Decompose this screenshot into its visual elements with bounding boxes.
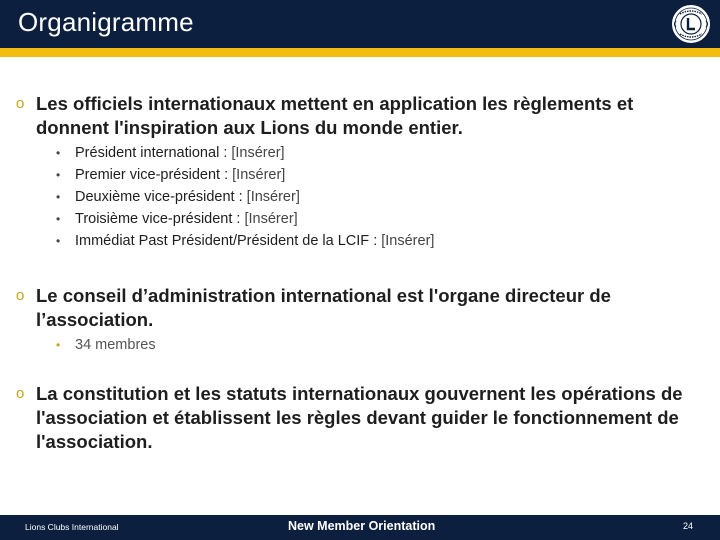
list-item (56, 334, 676, 356)
main-point-text: La constitution et les statuts internationaux gouvernent les opérations de l'association et établissent les règles devant guider le fonctionnement de l'association. (36, 383, 683, 452)
main-point-text: Le conseil d’administration international est l'organe directeur de l’association. (36, 285, 611, 330)
footer-center-title: New Member Orientation (288, 519, 436, 533)
sub-bullet: • (56, 190, 61, 204)
officer-name: [Insérer] (244, 211, 298, 227)
officer-name: [Insérer] (231, 145, 285, 161)
officer-name: [Insérer] (246, 189, 300, 205)
main-point-text: Les officiels internationaux mettent en application les règlements et donnent l'inspiration aux Lions du monde entier. (36, 93, 634, 138)
list-item (56, 164, 676, 186)
list-item (56, 208, 676, 230)
officer-role: Président international : (75, 145, 232, 161)
list-item (56, 142, 676, 164)
bullet-marker: o (16, 287, 25, 304)
page-number: 24 (682, 521, 693, 531)
officers-list (56, 142, 676, 252)
officer-name: [Insérer] (232, 167, 286, 183)
main-point-2 (16, 284, 686, 332)
sub-bullet: • (56, 212, 61, 226)
footer-org: Lions Clubs International (25, 522, 119, 532)
officer-role: Troisième vice-président : (75, 211, 245, 227)
list-item (56, 230, 676, 252)
slide-footer (0, 515, 720, 540)
slide-header (0, 0, 720, 48)
sub-bullet: • (56, 146, 61, 160)
sub-bullet: • (56, 234, 61, 248)
main-point-1 (16, 92, 686, 140)
officer-name: [Insérer] (381, 233, 435, 249)
list-item (56, 186, 676, 208)
slide-title: Organigramme (18, 7, 194, 37)
bullet-marker: o (16, 385, 25, 402)
officer-role: Immédiat Past Président/Président de la LCIF : (75, 233, 382, 249)
header-accent-rule (0, 48, 720, 57)
officer-role: Deuxième vice-président : (75, 189, 247, 205)
sub-bullet: • (56, 168, 61, 182)
board-list (56, 334, 676, 356)
sub-bullet: • (56, 338, 61, 352)
main-point-3 (16, 382, 686, 454)
bullet-marker: o (16, 95, 25, 112)
officer-role: Premier vice-président : (75, 167, 233, 183)
lions-clubs-emblem-icon (670, 3, 712, 45)
board-members-count: 34 membres (75, 337, 156, 353)
